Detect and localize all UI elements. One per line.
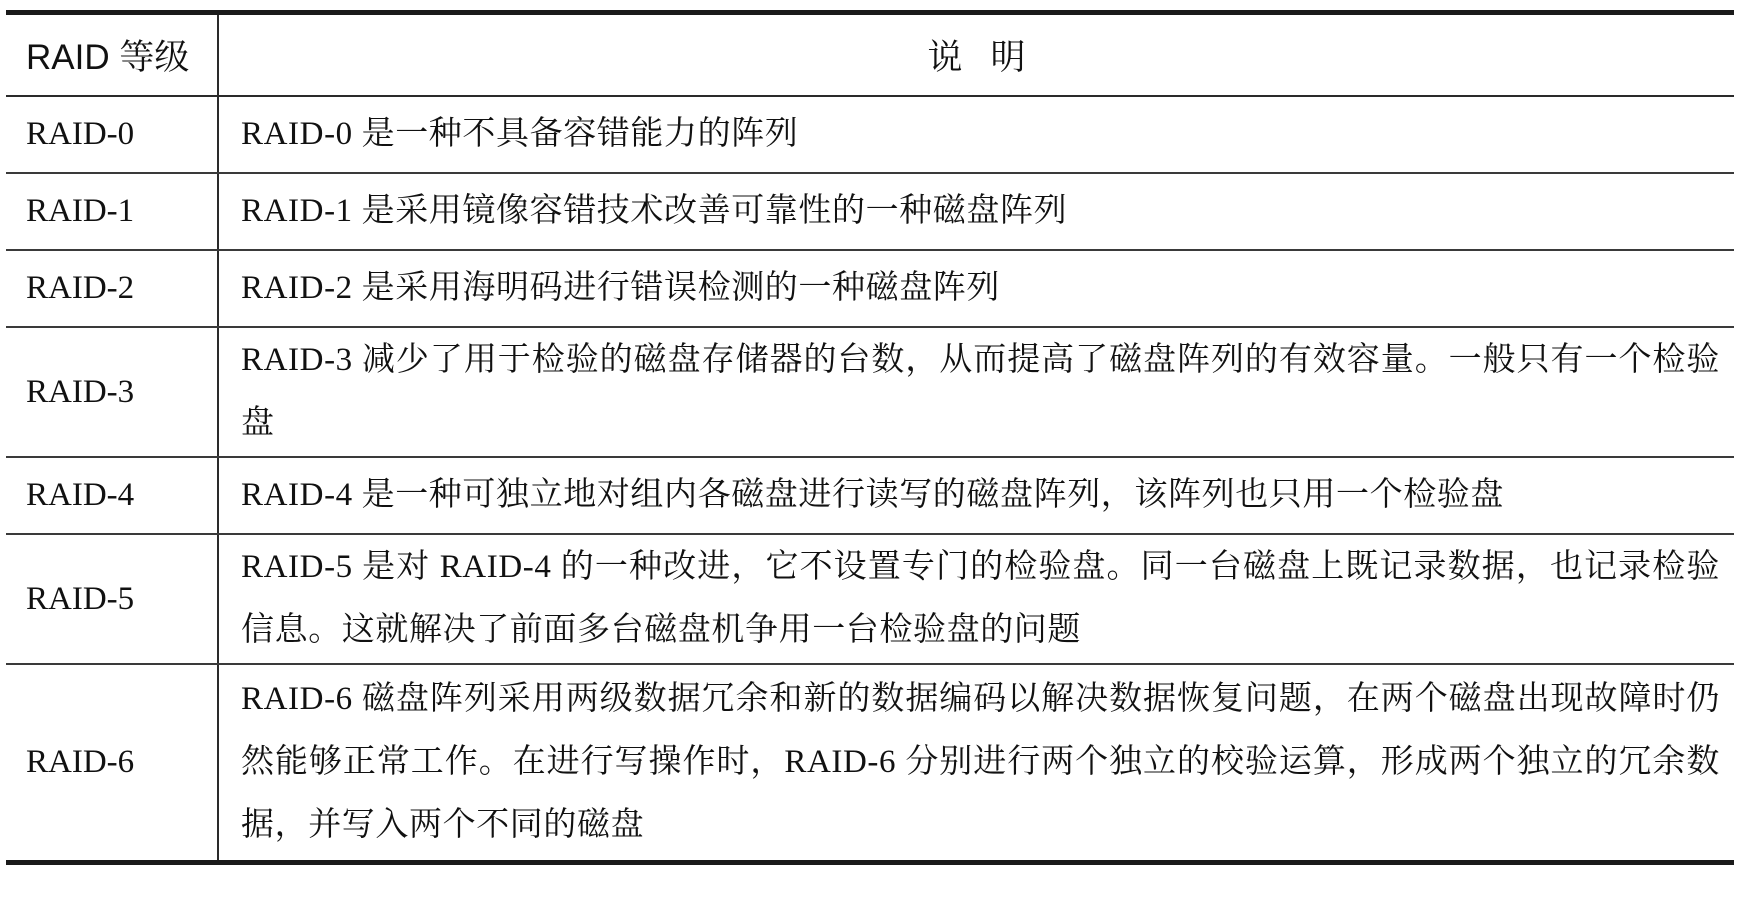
- description-cell: RAID-2 是采用海明码进行错误检测的一种磁盘阵列: [218, 250, 1734, 327]
- raid-level-cell: RAID-6: [6, 664, 218, 863]
- raid-level-cell: RAID-0: [6, 96, 218, 173]
- table-header-row: [6, 13, 1734, 97]
- raid-level-cell: RAID-5: [6, 534, 218, 664]
- description-cell: RAID-6 磁盘阵列采用两级数据冗余和新的数据编码以解决数据恢复问题，在两个磁盘出现故障时仍然能够正常工作。在进行写操作时，RAID-6 分别进行两个独立的校验运算，形成两个独立的冗余数据，并写入两个不同的磁盘: [241, 681, 1720, 843]
- table-row: [6, 457, 1734, 534]
- raid-level-cell: RAID-4: [6, 457, 218, 534]
- raid-levels-table: [6, 10, 1734, 865]
- description-cell: RAID-1 是采用镜像容错技术改善可靠性的一种磁盘阵列: [218, 173, 1734, 250]
- description-cell: RAID-5 是对 RAID-4 的一种改进，它不设置专门的检验盘。同一台磁盘上既记录数据，也记录检验信息。这就解决了前面多台磁盘机争用一台检验盘的问题: [218, 534, 1734, 664]
- raid-level-cell: RAID-3: [6, 327, 218, 457]
- header-raid-level: RAID 等级: [6, 13, 218, 97]
- table-row: [6, 327, 1734, 457]
- header-description: 说明: [218, 13, 1734, 97]
- table-row: [6, 96, 1734, 173]
- table-row: [6, 173, 1734, 250]
- table-row: [6, 664, 1734, 863]
- raid-level-cell: RAID-1: [6, 173, 218, 250]
- raid-table-container: [6, 10, 1734, 865]
- raid-level-cell: RAID-2: [6, 250, 218, 327]
- table-row: [6, 534, 1734, 664]
- description-cell: RAID-3 减少了用于检验的磁盘存储器的台数，从而提高了磁盘阵列的有效容量。一般只有一个检验盘: [218, 327, 1734, 457]
- table-row: [6, 250, 1734, 327]
- description-cell: RAID-0 是一种不具备容错能力的阵列: [218, 96, 1734, 173]
- description-cell: RAID-4 是一种可独立地对组内各磁盘进行读写的磁盘阵列，该阵列也只用一个检验盘: [218, 457, 1734, 534]
